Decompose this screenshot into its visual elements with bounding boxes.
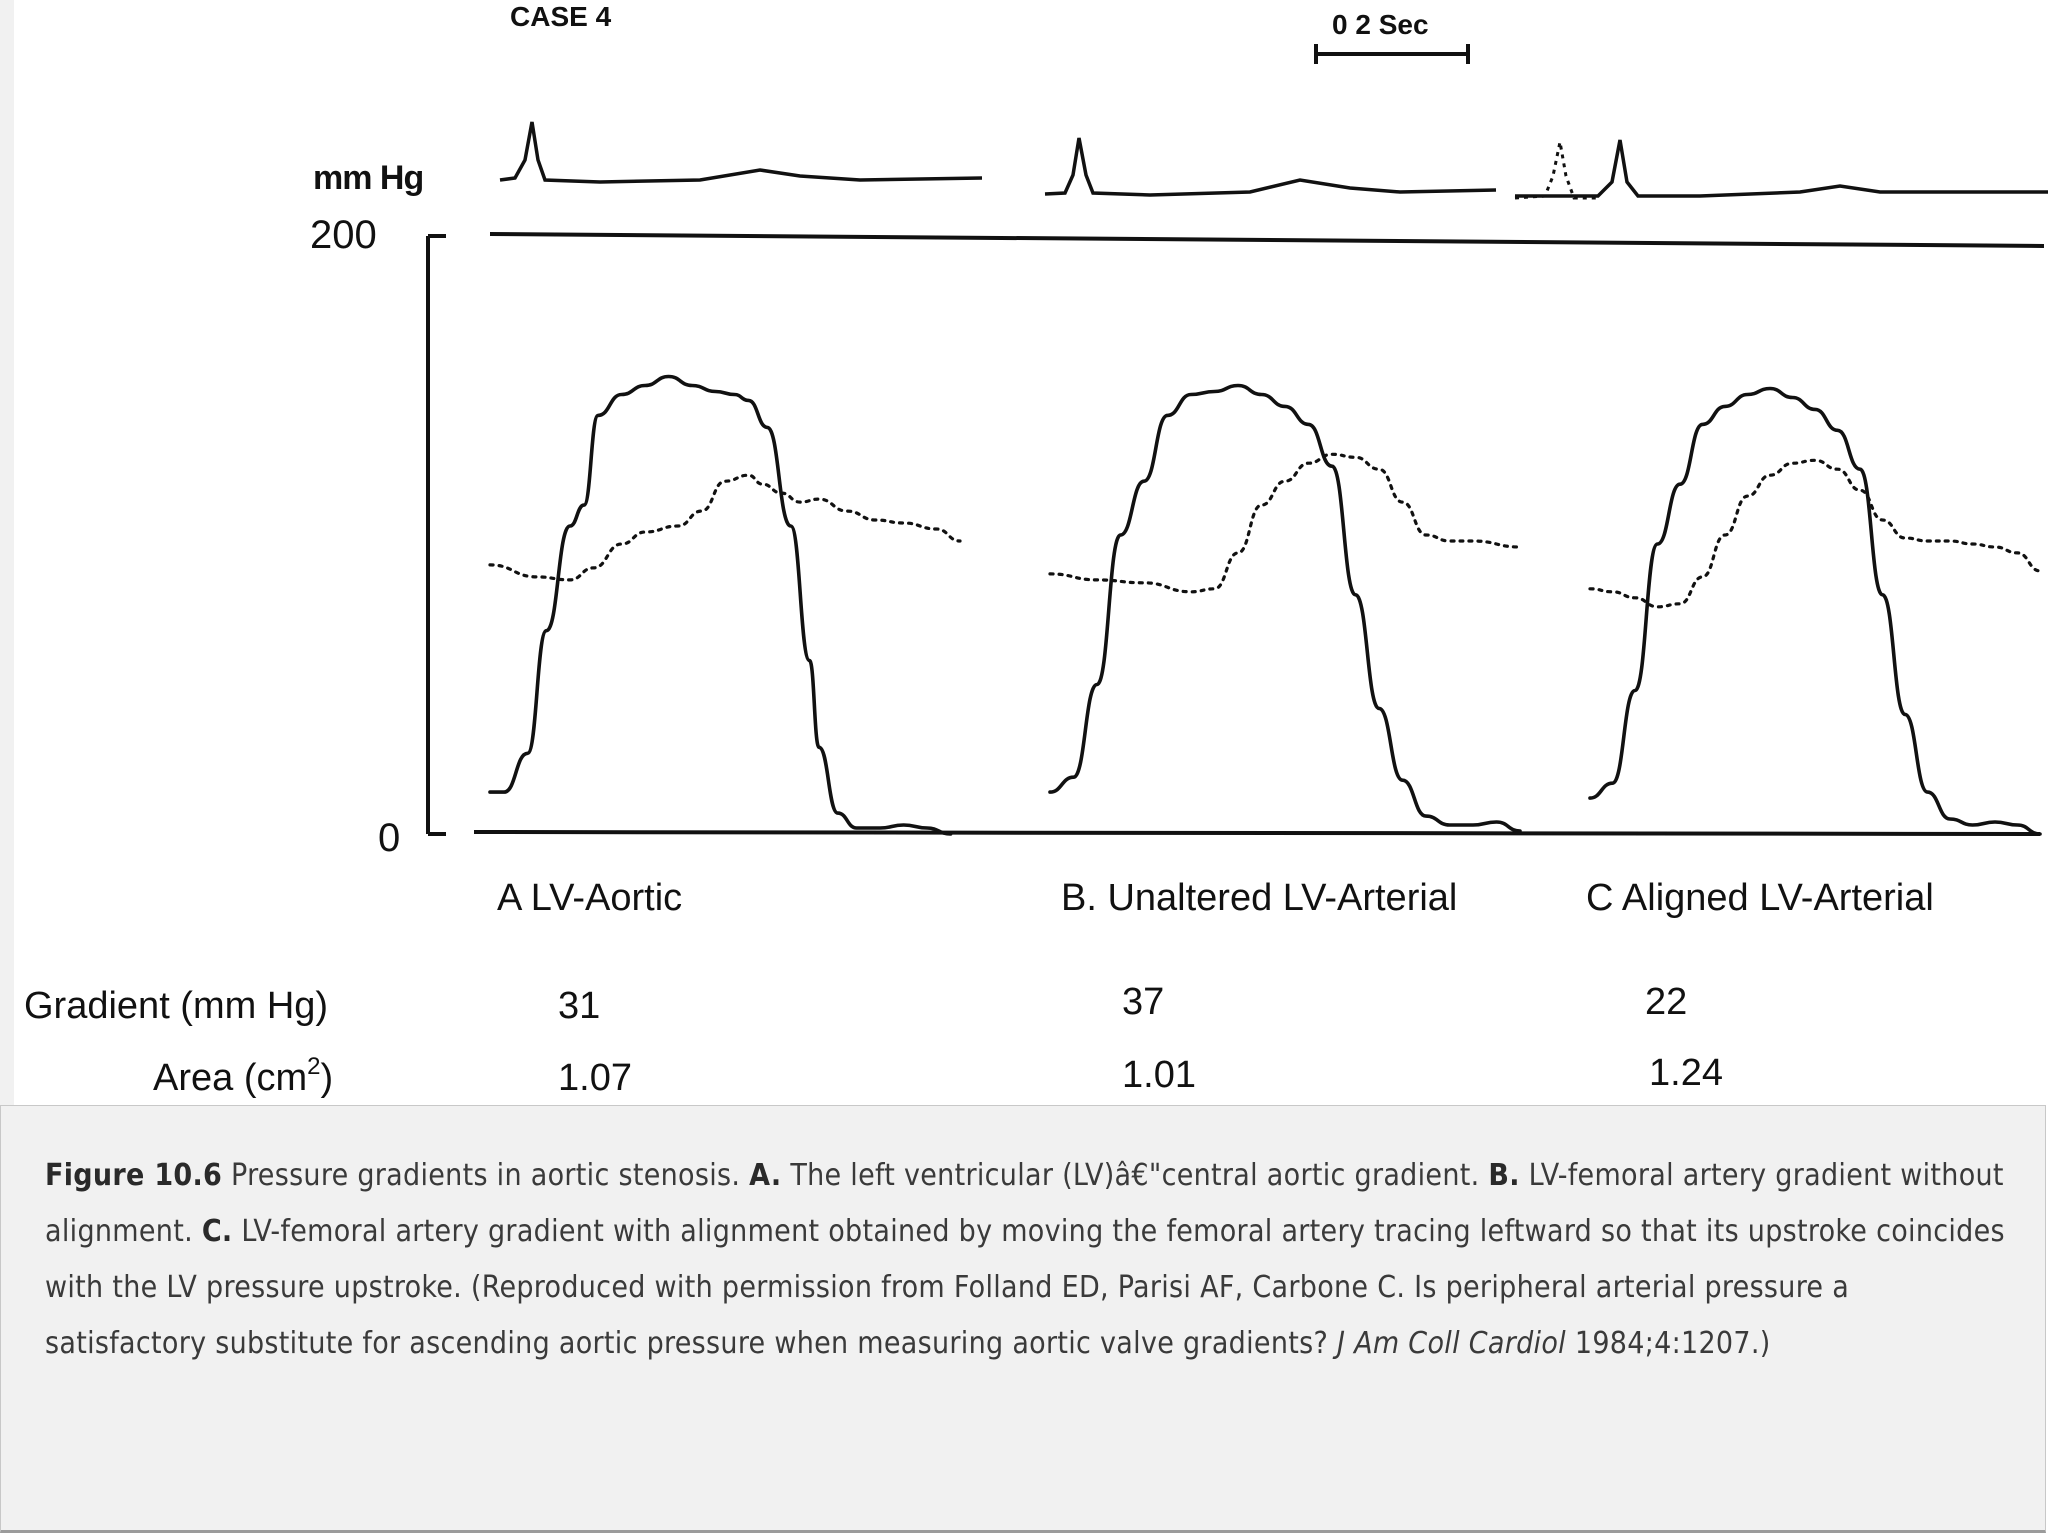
caption-a-label: A. xyxy=(749,1158,782,1193)
panel-c-solid-trace xyxy=(1590,389,2040,835)
gradient-row-label: Gradient (mm Hg) xyxy=(24,985,329,1027)
panel-c-dotted-trace xyxy=(1590,460,2040,607)
area-row-label: Area $(cm^2)$ xyxy=(153,1053,334,1099)
gradient-a-value: 31 xyxy=(558,985,601,1027)
panel-c-label: C Aligned LV-Arterial xyxy=(1586,877,1934,919)
y-unit-label: mm Hg xyxy=(313,159,424,197)
gridline-200 xyxy=(490,234,2044,246)
caption-a-text: The left ventricular (LV)â€"central aortic gradient. xyxy=(790,1158,1480,1193)
axes xyxy=(428,234,2044,834)
ecg-trace-c-dotted xyxy=(1515,142,1600,198)
caption-c-label: C. xyxy=(201,1214,233,1249)
area-c-value: 1.24 xyxy=(1649,1052,1723,1094)
gradient-c-value: 22 xyxy=(1645,981,1688,1023)
panel-a-label: A LV-Aortic xyxy=(497,877,683,919)
pressure-traces xyxy=(490,377,2040,835)
figure-label: Figure 10.6 xyxy=(45,1158,223,1193)
ecg-trace-c xyxy=(1515,140,2048,196)
caption-citation: 1984;4:1207.) xyxy=(1574,1326,1771,1361)
panel-a-solid-trace xyxy=(490,377,951,835)
figure-caption xyxy=(45,1148,2005,1372)
panel-b-solid-trace xyxy=(1050,386,1520,832)
caption-journal: J Am Coll Cardiol xyxy=(1336,1326,1566,1361)
caption-c-text: LV-femoral artery gradient with alignment obtained by moving the femoral artery tracing leftward so that its upstroke coincides with the LV pressure upstroke. (Reproduced with permission from Folland ED, Parisi AF, Carbone C. Is peripheral arterial pressure a satisfactory substitute for ascending aortic pressure when measuring aortic valve gradients? xyxy=(45,1214,2005,1361)
case-label: CASE 4 xyxy=(510,1,612,32)
ecg-strip xyxy=(500,122,2048,198)
time-scale-bar xyxy=(1316,44,1468,64)
y-tick-0: 0 xyxy=(378,816,401,860)
figure-caption-box xyxy=(0,1105,2046,1533)
baseline-0 xyxy=(474,832,2040,834)
ecg-trace-a xyxy=(500,122,982,182)
caption-intro: Pressure gradients in aortic stenosis. xyxy=(231,1158,741,1193)
ecg-trace-b xyxy=(1045,138,1496,195)
panel-b-label: B. Unaltered LV-Arterial xyxy=(1061,877,1458,919)
y-tick-200: 200 xyxy=(310,213,377,257)
time-scale-label: 0 2 Sec xyxy=(1332,9,1429,40)
area-a-value: 1.07 xyxy=(558,1057,632,1099)
gradient-b-value: 37 xyxy=(1122,981,1165,1023)
area-b-value: 1.01 xyxy=(1122,1054,1196,1096)
panel-b-dotted-trace xyxy=(1050,454,1520,592)
caption-b-label: B. xyxy=(1488,1158,1520,1193)
caption-b-text: LV-femoral artery gradient without alignment. xyxy=(45,1158,2004,1249)
